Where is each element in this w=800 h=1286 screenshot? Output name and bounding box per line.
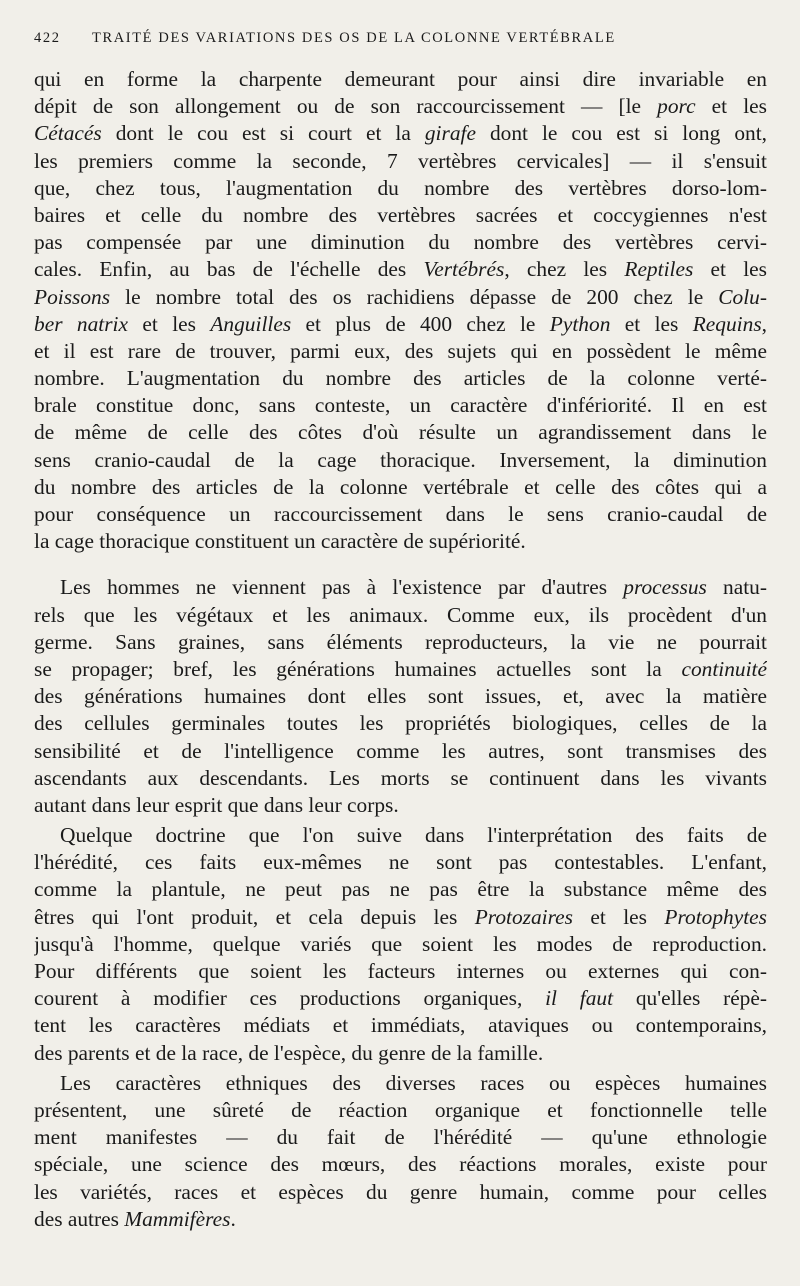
text-line <box>34 792 767 819</box>
text-run: des générations humaines dont elles sont issues, et, avec la matière <box>34 684 767 709</box>
text-run: les variétés, races et espèces du genre humain, comme pour celles <box>34 1179 767 1204</box>
text-run: le nombre total des os rachidiens dépasse de 200 chez le <box>110 284 719 309</box>
text-run: cales. Enfin, au bas de l'échelle des <box>34 257 424 282</box>
italic-term: Protozaires <box>474 904 573 929</box>
text-run: dépit de son allongement ou de son raccourcissement — [le <box>34 94 658 119</box>
text-line <box>34 629 767 656</box>
page-number: 422 <box>34 30 61 46</box>
text-run: , chez les <box>504 257 625 282</box>
text-run: êtres qui l'ont produit, et cela depuis les <box>34 904 475 929</box>
text-run: brale constitue donc, sans conteste, un caractère d'infériorité. Il en est <box>34 393 767 418</box>
text-run: sens cranio-caudal de la cage thoracique. Inversement, la diminution <box>34 447 767 472</box>
text-run: les premiers comme la seconde, 7 vertèbres cervicales] — il s'ensuit <box>34 148 767 173</box>
text-line <box>34 574 767 601</box>
italic-term: porc <box>657 94 696 119</box>
page-header <box>34 30 766 54</box>
text-line <box>34 311 767 338</box>
text-run: dont le cou est si court et la <box>101 121 425 146</box>
text-run: et il est rare de trouver, parmi eux, des sujets qui en possèdent le même <box>34 338 767 363</box>
text-run: sensibilité et de l'intelligence comme les autres, sont transmises des <box>34 738 767 763</box>
text-line <box>34 284 767 311</box>
paragraph <box>34 1070 767 1233</box>
text-line <box>34 710 767 737</box>
paragraph <box>34 66 767 555</box>
text-run: courent à modifier ces productions organiques, <box>34 986 546 1011</box>
italic-term: girafe <box>424 121 476 146</box>
italic-term: processus <box>623 575 707 600</box>
text-line <box>34 148 767 175</box>
text-run: que, chez tous, l'augmentation du nombre des vertèbres dorso-lom- <box>34 175 767 200</box>
body-text <box>34 66 767 1233</box>
italic-term: Mammifères <box>124 1206 231 1231</box>
text-run: ment manifestes — du fait de l'hérédité — qu'une ethnologie <box>34 1125 767 1150</box>
italic-term: Colu- <box>718 284 767 309</box>
text-line <box>34 1097 767 1124</box>
text-run: natu- <box>706 575 767 600</box>
text-run: l'hérédité, ces faits eux-mêmes ne sont pas contestables. L'enfant, <box>34 850 767 875</box>
text-run: spéciale, une science des mœurs, des réactions morales, existe pour <box>34 1152 767 1177</box>
text-run: des parents et de la race, de l'espèce, du genre de la famille. <box>34 1040 544 1065</box>
italic-term: Cétacés <box>34 121 102 146</box>
text-line <box>34 765 767 792</box>
text-line <box>34 683 767 710</box>
text-line <box>34 66 767 93</box>
text-run: ascendants aux descendants. Les morts se continuent dans les vivants <box>34 765 767 790</box>
text-run: la cage thoracique constituent un caractère de supériorité. <box>34 529 526 554</box>
text-run: du nombre des articles de la colonne vertébrale et celle des côtes qui a <box>34 474 767 499</box>
text-run: pour conséquence un raccourcissement dans le sens cranio-caudal de <box>34 502 767 526</box>
paragraph-spacing <box>34 555 767 574</box>
text-line <box>34 822 767 849</box>
text-run: Les caractères ethniques des diverses races ou espèces humaines <box>60 1070 767 1095</box>
text-line <box>34 1070 767 1097</box>
italic-term: Reptiles <box>624 257 694 282</box>
text-run: rels que les végétaux et les animaux. Comme eux, ils procèdent d'un <box>34 602 767 627</box>
italic-term: Python <box>549 311 611 336</box>
text-line <box>34 392 767 419</box>
text-line <box>34 1206 767 1233</box>
text-line <box>34 528 767 555</box>
italic-term: il faut <box>545 986 614 1011</box>
paragraph <box>34 822 767 1067</box>
text-run: germe. Sans graines, sans éléments reproducteurs, la vie ne pourrait <box>34 629 767 654</box>
text-line <box>34 1124 767 1151</box>
italic-term: Poissons <box>34 284 111 309</box>
text-run: tent les caractères médiats et immédiats, ataviques ou contemporains, <box>34 1013 767 1038</box>
text-run: nombre. L'augmentation du nombre des articles de la colonne verté- <box>34 366 767 391</box>
text-line <box>34 1040 767 1067</box>
italic-term: continuité <box>681 656 767 681</box>
text-run: baires et celle du nombre des vertèbres sacrées et coccygiennes n'est <box>34 202 767 227</box>
text-line <box>34 120 767 147</box>
italic-term: Vertébrés <box>423 257 505 282</box>
text-run: qui en forme la charpente demeurant pour ainsi dire invariable en <box>34 67 767 91</box>
text-line <box>34 338 767 365</box>
text-run: comme la plantule, ne peut pas ne pas être la substance même des <box>34 877 767 902</box>
text-line <box>34 229 767 256</box>
text-run: présentent, une sûreté de réaction organique et fonctionnelle telle <box>34 1097 767 1122</box>
text-line <box>34 876 767 903</box>
text-line <box>34 602 767 629</box>
text-line <box>34 365 767 392</box>
paragraph <box>34 574 767 819</box>
text-run: des cellules germinales toutes les propriétés biologiques, celles de la <box>34 711 767 736</box>
text-line <box>34 985 767 1012</box>
text-run: dont le cou est si long ont, <box>475 121 767 146</box>
text-run: Les hommes ne viennent pas à l'existence par d'autres <box>60 575 624 600</box>
italic-term: Anguilles <box>210 311 292 336</box>
text-line <box>34 656 767 683</box>
text-line <box>34 419 767 446</box>
text-line <box>34 175 767 202</box>
text-run: de même de celle des côtes d'où résulte un agrandissement dans le <box>34 420 767 445</box>
text-run: Pour différents que soient les facteurs internes ou externes qui con- <box>34 959 767 983</box>
text-run: Quelque doctrine que l'on suive dans l'interprétation des faits de <box>60 823 767 848</box>
text-run: et plus de 400 chez le <box>291 311 550 336</box>
text-run: et les <box>572 904 665 929</box>
text-run: et les <box>695 94 767 119</box>
text-line <box>34 931 767 958</box>
text-run: , <box>761 311 767 336</box>
text-run: et les <box>610 311 693 336</box>
text-run: et les <box>128 311 211 336</box>
text-run: jusqu'à l'homme, quelque variés que soient les modes de reproduction. <box>34 931 767 956</box>
text-line <box>34 1179 767 1206</box>
text-run: qu'elles répè- <box>613 986 767 1011</box>
text-run: et les <box>693 257 767 282</box>
text-line <box>34 1012 767 1039</box>
text-line <box>34 256 767 283</box>
text-line <box>34 904 767 931</box>
text-line <box>34 447 767 474</box>
text-line <box>34 474 767 501</box>
text-line <box>34 202 767 229</box>
italic-term: ber natrix <box>34 311 128 336</box>
running-title: TRAITÉ DES VARIATIONS DES OS DE LA COLONNE VERTÉBRALE <box>92 30 616 46</box>
italic-term: Requins <box>692 311 762 336</box>
text-line <box>34 849 767 876</box>
text-run: pas compensée par une diminution du nombre des vertèbres cervi- <box>34 230 767 255</box>
italic-term: Protophytes <box>664 904 767 929</box>
text-line <box>34 958 767 985</box>
text-line <box>34 738 767 765</box>
text-run: . <box>230 1206 236 1231</box>
text-run: se propager; bref, les générations humaines actuelles sont la <box>34 656 682 681</box>
text-line <box>34 501 767 528</box>
text-line <box>34 1151 767 1178</box>
text-line <box>34 93 767 120</box>
text-run: autant dans leur esprit que dans leur corps. <box>34 792 399 817</box>
text-run: des autres <box>34 1206 125 1231</box>
